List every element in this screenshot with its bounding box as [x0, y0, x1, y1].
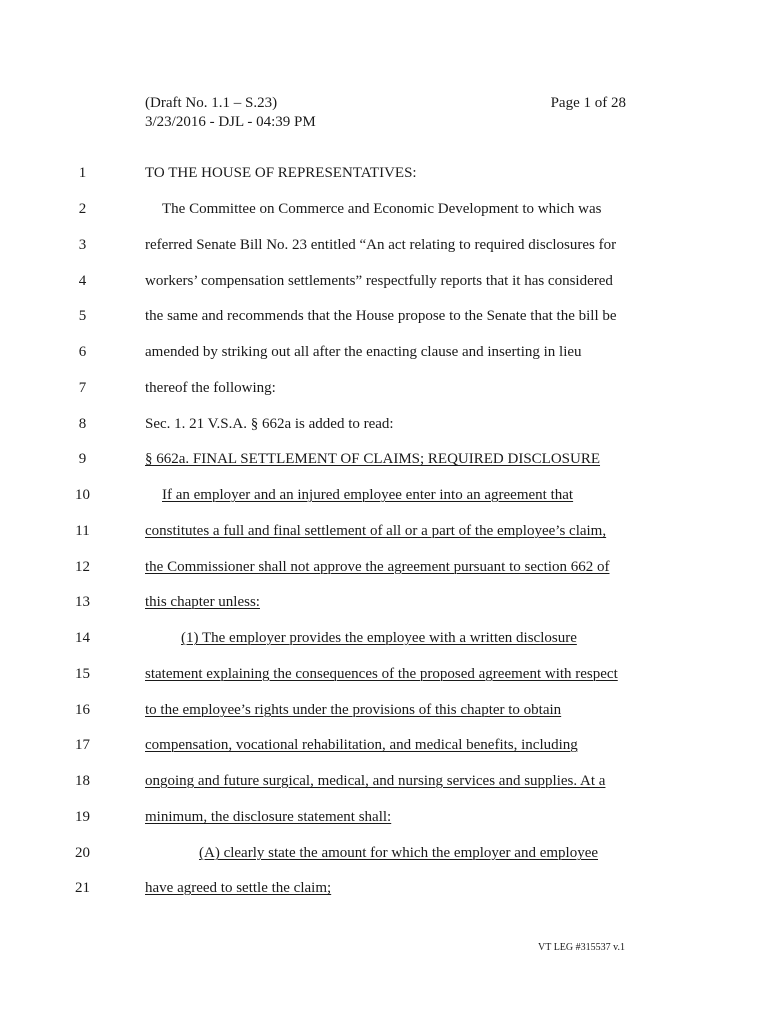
line-text: TO THE HOUSE OF REPRESENTATIVES: [145, 165, 417, 181]
document-line [0, 556, 770, 578]
document-line [0, 234, 770, 256]
line-number: 19 [75, 809, 90, 825]
document-line [0, 484, 770, 506]
line-number: 12 [75, 559, 90, 575]
line-number: 18 [75, 773, 90, 789]
line-number: 10 [75, 487, 90, 503]
document-line [0, 413, 770, 435]
line-number: 11 [75, 523, 90, 539]
line-text: the same and recommends that the House propose to the Senate that the bill be [145, 308, 617, 324]
line-number: 16 [75, 702, 90, 718]
document-line [0, 198, 770, 220]
line-number: 2 [78, 201, 87, 217]
document-line [0, 877, 770, 899]
line-text: thereof the following: [145, 380, 276, 396]
line-text: Sec. 1. 21 V.S.A. § 662a is added to read: [145, 416, 394, 432]
document-line [0, 270, 770, 292]
document-line [0, 806, 770, 828]
line-number: 17 [75, 737, 90, 753]
line-number: 5 [78, 308, 87, 324]
line-text: workers’ compensation settlements” respectfully reports that it has considered [145, 273, 613, 289]
line-text: have agreed to settle the claim; [145, 880, 332, 896]
line-number: 14 [75, 630, 90, 646]
document-line [0, 305, 770, 327]
line-text: statement explaining the consequences of the proposed agreement with respect [145, 666, 618, 682]
page-number: Page 1 of 28 [550, 95, 626, 111]
document-line [0, 770, 770, 792]
draft-number: (Draft No. 1.1 – S.23) [145, 95, 278, 111]
draft-date: 3/23/2016 - DJL - 04:39 PM [145, 114, 316, 130]
line-number: 6 [78, 344, 87, 360]
document-code: VT LEG #315537 v.1 [538, 942, 625, 953]
section-heading: § 662a. FINAL SETTLEMENT OF CLAIMS; REQUIRED DISCLOSURE [145, 451, 601, 467]
line-number: 7 [78, 380, 87, 396]
line-text: If an employer and an injured employee enter into an agreement that [162, 487, 574, 503]
document-line [0, 591, 770, 613]
line-text: (1) The employer provides the employee with a written disclosure [181, 630, 577, 646]
document-line [0, 162, 770, 184]
line-number: 21 [75, 880, 90, 896]
document-line [0, 734, 770, 756]
document-line [0, 627, 770, 649]
line-number: 3 [78, 237, 87, 253]
document-line [0, 663, 770, 685]
document-line [0, 341, 770, 363]
line-text: compensation, vocational rehabilitation, and medical benefits, including [145, 737, 578, 753]
line-number: 8 [78, 416, 87, 432]
line-text: constitutes a full and final settlement of all or a part of the employee’s claim, [145, 523, 607, 539]
line-text: this chapter unless: [145, 594, 260, 610]
line-number: 20 [75, 845, 90, 861]
line-text: ongoing and future surgical, medical, and nursing services and supplies. At a [145, 773, 606, 789]
line-text: (A) clearly state the amount for which the employer and employee [199, 845, 599, 861]
line-number: 4 [78, 273, 87, 289]
document-line [0, 842, 770, 864]
document-line [0, 377, 770, 399]
line-text: the Commissioner shall not approve the agreement pursuant to section 662 of [145, 559, 610, 575]
line-number: 9 [78, 451, 87, 467]
line-number: 13 [75, 594, 90, 610]
document-line [0, 699, 770, 721]
line-text: to the employee’s rights under the provisions of this chapter to obtain [145, 702, 562, 718]
line-number: 15 [75, 666, 90, 682]
line-number: 1 [78, 165, 87, 181]
line-text: minimum, the disclosure statement shall: [145, 809, 392, 825]
line-text: referred Senate Bill No. 23 entitled “An act relating to required disclosures for [145, 237, 617, 253]
line-text: amended by striking out all after the enacting clause and inserting in lieu [145, 344, 582, 360]
document-line [0, 448, 770, 470]
line-text: The Committee on Commerce and Economic Development to which was [162, 201, 602, 217]
document-line [0, 520, 770, 542]
